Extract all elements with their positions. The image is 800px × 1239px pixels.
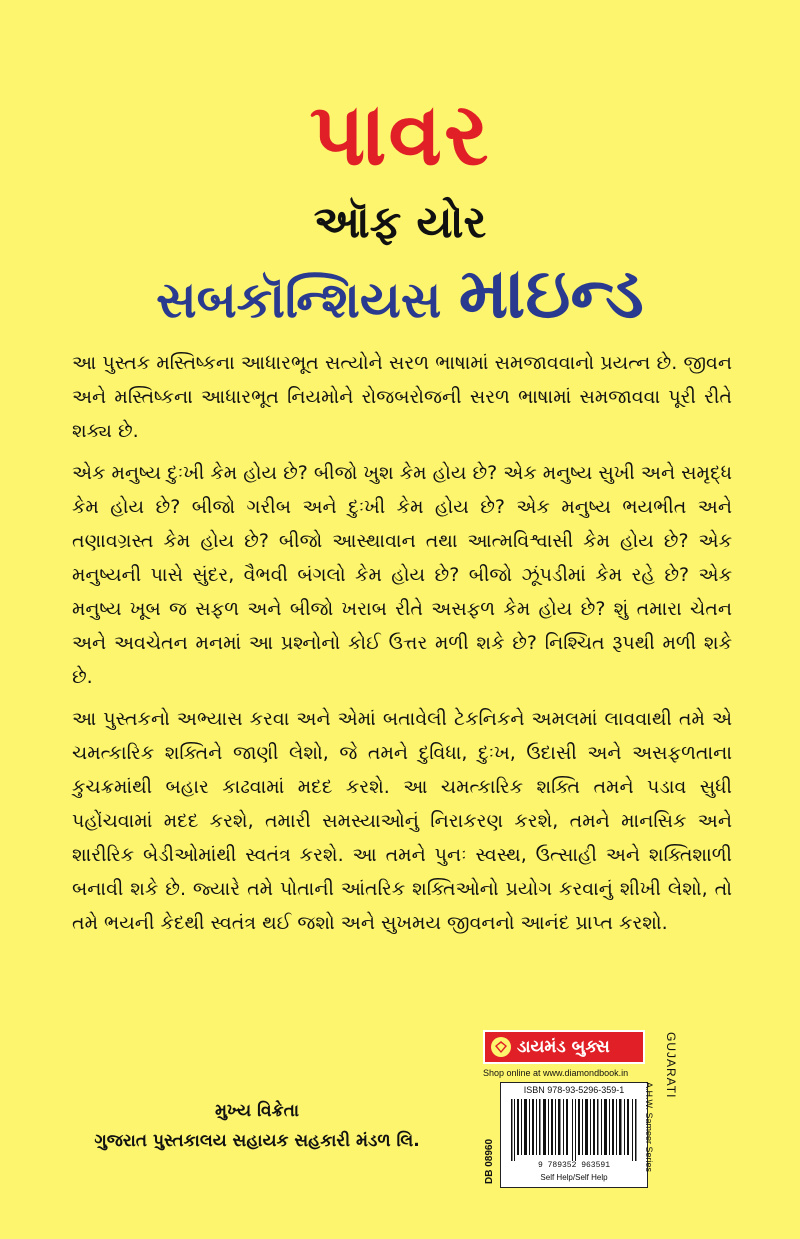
distributor-name: ગુજરાત પુસ્તકાલય સહાયક સહકારી મંડળ લિ.: [94, 1131, 420, 1151]
blurb-paragraph-3: આ પુસ્તકનો અભ્યાસ કરવા અને એમાં બતાવેલી ટેકનિકને અમલમાં લાવવાથી તમે એ ચમત્કારિક શક્તિને જાણી લેશો, જે તમને દુવિધા, દુઃખ, ઉદાસી અને અસફળતાના કુચક્રમાંથી બહાર કાઢવામાં મદદ કરશે. આ ચમત્કારિક શક્તિ તમને પડાવ સુધી પહોંચવામાં મદદ કરશે, તમારી સમસ્યાઓનું નિરાકરણ કરશે, તમને માનસિક અને શારીરિક બેડીઓમાંથી સ્વતંત્ર કરશે. આ તમને પુનઃ સ્વસ્થ, ઉત્સાહી અને શક્તિશાળી બનાવી શકે છે. જ્યારે તમે પોતાની આંતરિક શક્તિઓનો પ્રયોગ કરવાનું શીખી લેશો, તો તમે ભયની કેદથી સ્વતંત્ર થઈ જશો અને સુખમય જીવનનો આનંદ પ્રાપ્ત કરશો.: [72, 708, 732, 934]
publisher-name: ડાયમંડ બુક્સ: [517, 1037, 610, 1057]
book-title: [0, 85, 800, 338]
blurb-paragraph-2: એક મનુષ્ય દુઃખી કેમ હોય છે? બીજો ખુશ કેમ હોય છે? એક મનુષ્ય સુખી અને સમૃદ્ધ કેમ હોય છે? બીજો ગરીબ અને દુઃખી કેમ હોય છે? એક મનુષ્ય ભયભીત અને તણાવગ્રસ્ત કેમ હોય છે? બીજો આસ્થાવાન તથા આત્મવિશ્વાસી કેમ હોય છે? એક મનુષ્યની પાસે સુંદર, વૈભવી બંગલો કેમ હોય છે? બીજો ઝૂંપડીમાં કેમ રહે છે? એક મનુષ્ય ખૂબ જ સફળ અને બીજો ખરાબ રીતે અસફળ કેમ હોય છે? શું તમારા ચેતન અને અવચેતન મનમાં આ પ્રશ્નોનો કોઈ ઉત્તર મળી શકે છે? નિશ્ચિત રૂપથી મળી શકે છે.: [72, 462, 732, 688]
barcode-icon: [511, 1099, 639, 1161]
publisher-code: DB 08960: [484, 1138, 495, 1184]
title-line-of-your: ઑફ યોર: [313, 197, 487, 248]
blurb-text: [72, 346, 732, 948]
shop-online-link: Shop online at www.diamondbook.in: [483, 1068, 629, 1078]
title-mind: માઇન્ડ: [458, 252, 644, 334]
diamond-icon: [491, 1037, 511, 1057]
series-name: A.H.W. Sameer Series: [644, 1082, 654, 1173]
barcode-panel: [500, 1082, 648, 1188]
isbn-text: ISBN 978-93-5296-359-1: [523, 1085, 625, 1095]
barcode-digits: 9 789352 963591: [537, 1161, 610, 1170]
title-subconscious: સબકૉન્શિયસ: [156, 271, 442, 329]
distributor-label: મુખ્ય વિક્રેતા: [214, 1101, 300, 1121]
title-line-subconscious-mind: [0, 252, 800, 338]
book-category: Self Help/Self Help: [540, 1173, 608, 1182]
title-line-power: પાવર: [309, 85, 491, 185]
blurb-paragraph-1: આ પુસ્તક મસ્તિષ્કના આધારભૂત સત્યોને સરળ ભાષામાં સમજાવવાનો પ્રયત્ન છે. જીવન અને મસ્તિષ્કના આધારભૂત નિયમોને રોજબરોજની સરળ ભાષામાં સમજાવવા પૂરી રીતે શક્ય છે.: [72, 352, 732, 442]
publisher-logo-box: [483, 1030, 645, 1064]
language-label: GUJARATI: [664, 1032, 678, 1099]
distributor-info: [72, 1096, 442, 1156]
